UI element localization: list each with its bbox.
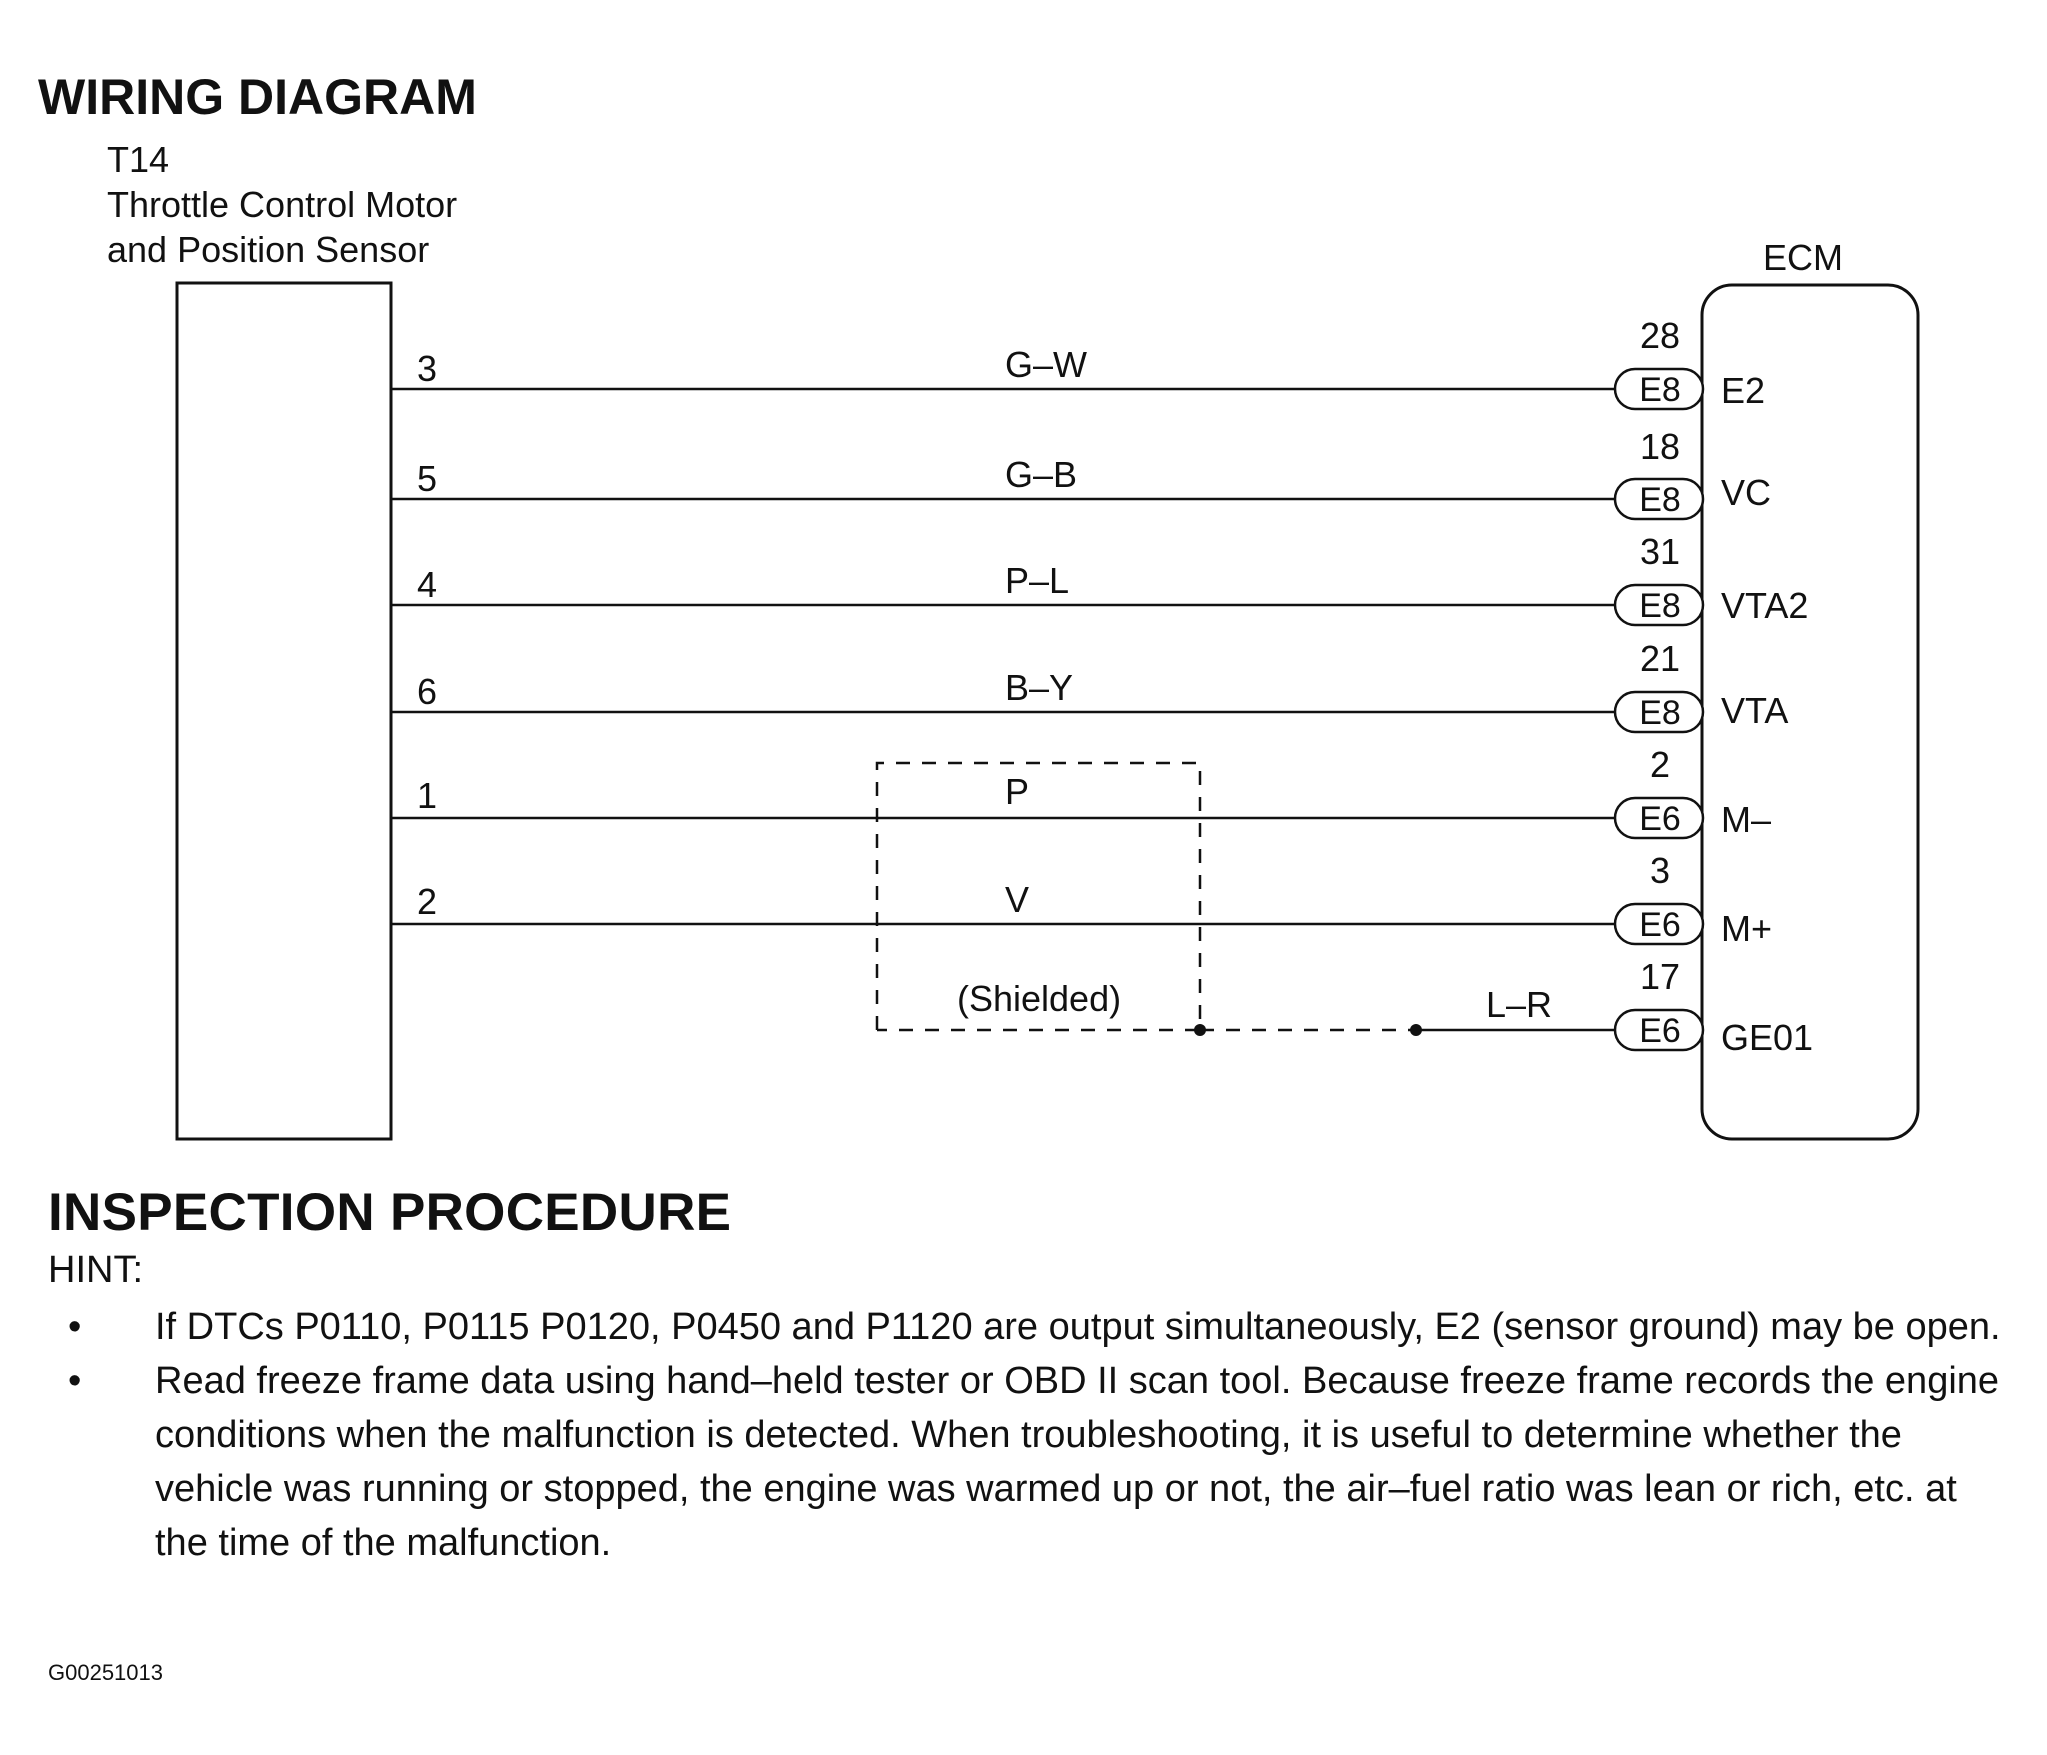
sensor-pin-label: 4 xyxy=(417,564,438,605)
ecm-terminal-label: M+ xyxy=(1721,908,1773,949)
ecm-label: ECM xyxy=(1763,237,1843,278)
ecm-pin-number: 21 xyxy=(1639,638,1681,679)
wire-color-code: G–W xyxy=(1005,344,1088,385)
wire-color-code: P–L xyxy=(1005,560,1070,601)
wire-color-code: V xyxy=(1005,879,1030,920)
wire-row xyxy=(391,426,1771,519)
list-item xyxy=(48,1300,2010,1354)
wire-row xyxy=(391,315,1765,411)
bullet: • xyxy=(68,1360,82,1402)
ecm-terminal-label: M– xyxy=(1721,799,1772,840)
ecm-terminal-label: VC xyxy=(1721,472,1772,513)
hint-label: HINT: xyxy=(48,1249,143,1291)
splice-point xyxy=(1410,1024,1422,1036)
sensor-pin-label: 3 xyxy=(417,348,438,389)
wire-row xyxy=(391,850,1772,949)
connector-id: E8 xyxy=(1639,694,1681,732)
wire-row xyxy=(391,744,1771,840)
component-name-line1: Throttle Control Motor xyxy=(107,184,458,225)
sensor-pin-label: 6 xyxy=(417,671,438,712)
shield-label: (Shielded) xyxy=(957,978,1122,1019)
ecm-pin-number: 28 xyxy=(1639,315,1681,356)
ecm-terminal-label: VTA2 xyxy=(1721,585,1809,626)
wire-color-code: P xyxy=(1005,771,1030,812)
hint-list xyxy=(48,1300,2028,1570)
ecm-terminal-label: VTA xyxy=(1721,690,1789,731)
hint-text: If DTCs P0110, P0115 P0120, P0450 and P1120 are output simultaneously, E2 (sensor ground) may be open. xyxy=(155,1306,2001,1348)
connector-id: E8 xyxy=(1639,371,1681,409)
component-name-line2: and Position Sensor xyxy=(107,229,430,270)
figure-code: G00251013 xyxy=(48,1660,163,1685)
throttle-sensor-box xyxy=(177,283,391,1139)
wiring-diagram-title: WIRING DIAGRAM xyxy=(38,69,477,125)
ecm-pin-number: 17 xyxy=(1639,956,1681,997)
connector-id: E6 xyxy=(1639,906,1681,944)
wire-color-code: G–B xyxy=(1005,454,1078,495)
ecm-pin-number: 31 xyxy=(1639,531,1681,572)
connector-id: E8 xyxy=(1639,587,1681,625)
bullet: • xyxy=(68,1306,82,1348)
connector-id: E6 xyxy=(1639,800,1681,838)
hint-text: Read freeze frame data using hand–held tester or OBD II scan tool. Because freeze frame records the engine conditions when the malfunction is detected. When troubleshooting, it is useful to determine whether the vehicle was running or stopped, the engine was warmed up or not, the air–fuel ratio was lean or rich, etc. at the time of the malfunction. xyxy=(155,1360,2000,1564)
inspection-procedure xyxy=(48,1182,2028,1570)
list-item xyxy=(48,1354,2010,1570)
ecm-terminal-label: GE01 xyxy=(1721,1017,1814,1058)
procedure-title: INSPECTION PROCEDURE xyxy=(48,1183,732,1242)
ecm-pin-number: 3 xyxy=(1649,850,1671,891)
sensor-pin-label: 2 xyxy=(417,881,438,922)
ecm-terminal-label: E2 xyxy=(1721,370,1766,411)
component-id: T14 xyxy=(107,139,170,180)
ecm-pin-number: 2 xyxy=(1649,744,1671,785)
sensor-pin-label: 5 xyxy=(417,458,438,499)
connector-id: E6 xyxy=(1639,1012,1681,1050)
splice-point xyxy=(1194,1024,1206,1036)
wire-color-code: B–Y xyxy=(1005,667,1074,708)
wire-row xyxy=(391,531,1808,626)
sensor-pin-label: 1 xyxy=(417,775,438,816)
ecm-pin-number: 18 xyxy=(1639,426,1681,467)
wire-row xyxy=(391,638,1788,732)
shield-wire-color-code: L–R xyxy=(1486,984,1553,1025)
connector-id: E8 xyxy=(1639,481,1681,519)
